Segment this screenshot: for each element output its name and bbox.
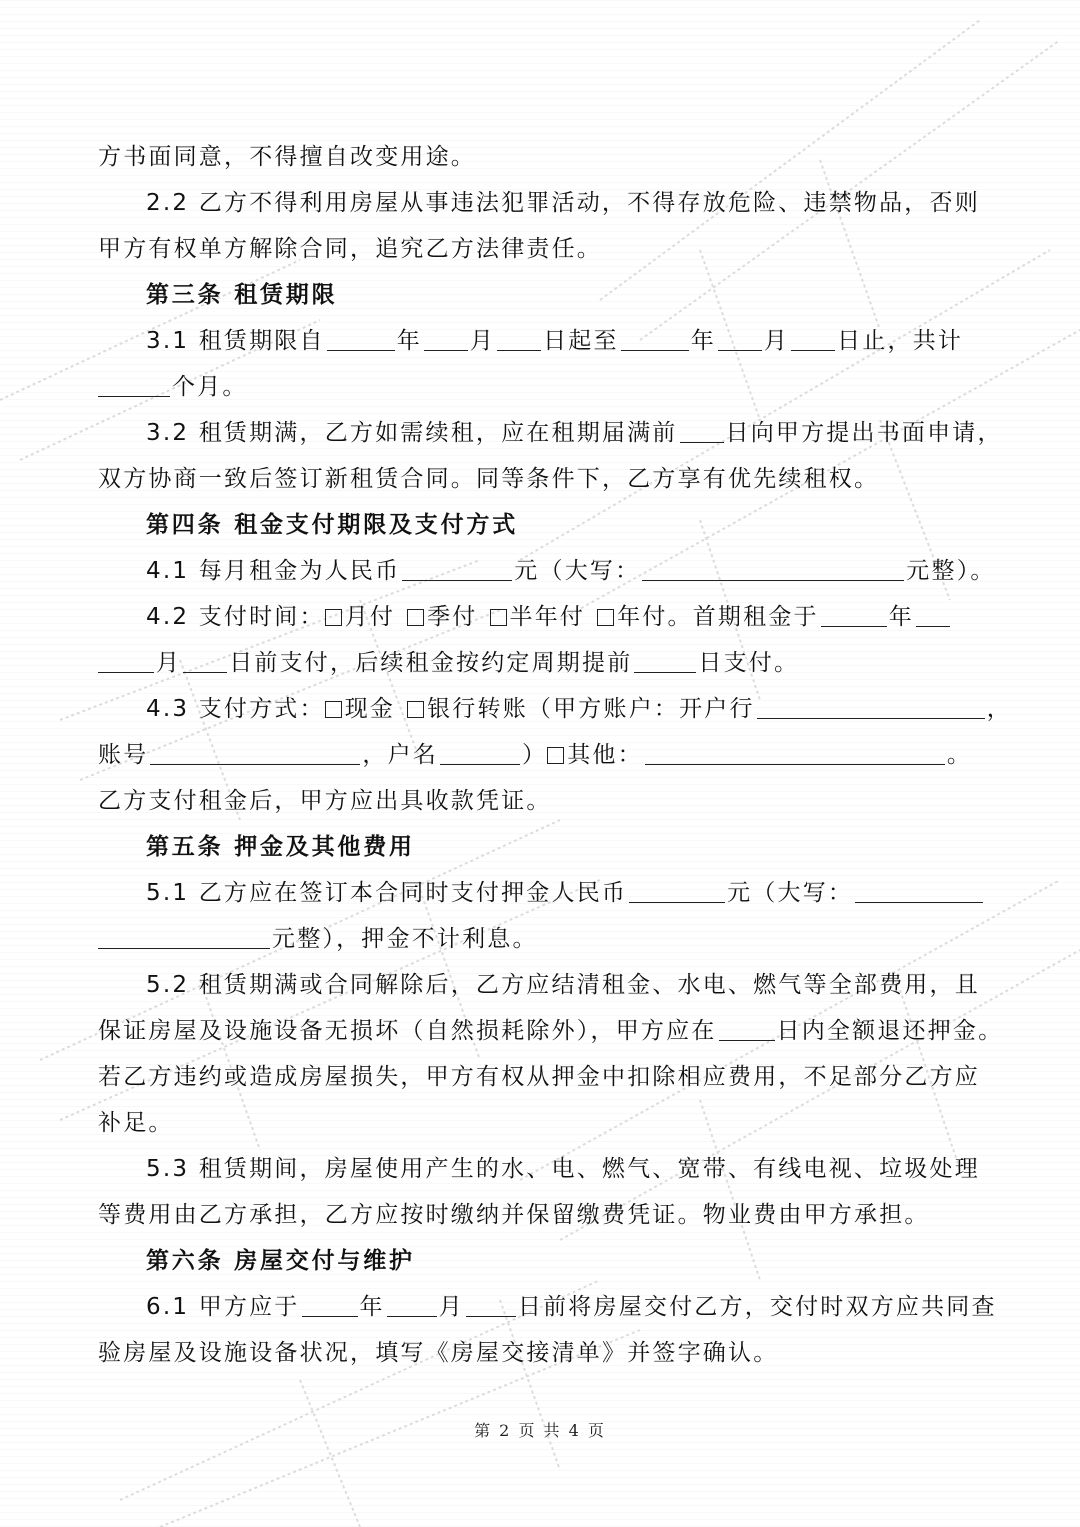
text-segment: 银行转账（甲方账户：开户行 [427, 696, 755, 722]
text-segment: 保证房屋及设施设备无损坏（自然损耗除外），甲方应在 [98, 1018, 717, 1044]
text-segment: 月付 [344, 604, 396, 630]
page-number-footer: 第 2 页 共 4 页 [474, 1421, 606, 1440]
paragraph-line [98, 916, 984, 962]
clause-3-2 [98, 410, 1003, 456]
text-segment: 月 [156, 650, 182, 676]
text-segment: 年 [888, 604, 914, 630]
blank-field[interactable] [402, 558, 512, 581]
blank-field[interactable] [327, 328, 395, 351]
text-segment: 年 [359, 1294, 385, 1320]
text-segment: ） [522, 742, 548, 768]
text-segment: 3.1 租赁期限自 [146, 328, 325, 354]
blank-field[interactable] [466, 1294, 516, 1317]
text-segment: 月 [763, 328, 790, 354]
paragraph-line [98, 732, 984, 778]
text-segment: 年 [396, 328, 422, 354]
text-segment: 6.1 甲方应于 [146, 1294, 300, 1320]
text-segment: 日支付。 [698, 650, 800, 676]
checkbox[interactable] [547, 747, 564, 764]
text-segment: 年 [690, 328, 716, 354]
blank-field[interactable] [621, 328, 689, 351]
blank-field[interactable] [719, 1018, 775, 1041]
blank-field[interactable] [150, 742, 360, 765]
checkbox[interactable] [597, 609, 614, 626]
paragraph-line: 补足。 [98, 1110, 174, 1136]
paragraph-line: 若乙方违约或造成房屋损失，甲方有权从押金中扣除相应费用，不足部分乙方应 [98, 1064, 980, 1090]
text-segment: 日起至 [543, 328, 619, 354]
paragraph-line [98, 640, 984, 686]
text-segment: 账号 [98, 742, 149, 768]
text-segment: 5.1 乙方应在签订本合同时支付押金人民币 [146, 880, 628, 906]
text-segment: 日前将房屋交付乙方，交付时双方应共同查 [517, 1294, 997, 1320]
text-segment: 月 [438, 1294, 464, 1320]
text-segment: 元（大写： [727, 880, 854, 906]
section-heading-3: 第三条 租赁期限 [146, 282, 338, 308]
text-segment: 3.2 租赁期满，乙方如需续租，应在租期届满前 [146, 420, 678, 446]
checkbox[interactable] [325, 609, 342, 626]
paragraph-line: 方书面同意，不得擅自改变用途。 [98, 144, 476, 170]
checkbox[interactable] [407, 701, 424, 718]
text-segment: 日向甲方提出书面申请， [725, 420, 1003, 446]
paragraph-line: 验房屋及设施设备状况，填写《房屋交接清单》并签字确认。 [98, 1340, 779, 1366]
text-segment: 日前支付，后续租金按约定周期提前 [229, 650, 633, 676]
blank-field[interactable] [302, 1294, 358, 1317]
text-segment: 半年付 [509, 604, 586, 630]
text-segment: ， [986, 696, 1012, 722]
blank-field[interactable] [183, 650, 227, 673]
blank-field[interactable] [387, 1294, 437, 1317]
blank-field[interactable] [629, 880, 725, 903]
checkbox[interactable] [407, 609, 424, 626]
text-segment: 月 [469, 328, 496, 354]
blank-field[interactable] [98, 650, 154, 673]
checkbox[interactable] [325, 701, 342, 718]
blank-field[interactable] [98, 374, 170, 397]
paragraph-line: 双方协商一致后签订新租赁合同。同等条件下，乙方享有优先续租权。 [98, 466, 880, 492]
paragraph-line: 等费用由乙方承担，乙方应按时缴纳并保留缴费凭证。物业费由甲方承担。 [98, 1202, 930, 1228]
clause-5-1 [98, 870, 984, 916]
section-heading-4: 第四条 租金支付期限及支付方式 [146, 512, 519, 538]
text-segment: 季付 [427, 604, 478, 630]
text-segment: 4.2 支付时间： [146, 604, 325, 630]
blank-field[interactable] [497, 328, 541, 351]
paragraph-line: 乙方支付租金后，甲方应出具收款凭证。 [98, 788, 552, 814]
blank-field[interactable] [757, 696, 985, 719]
text-segment: 其他： [567, 742, 643, 768]
blank-field[interactable] [98, 926, 270, 949]
paragraph-line [98, 364, 984, 410]
blank-field[interactable] [440, 742, 520, 765]
text-segment: 4.1 每月租金为人民币 [146, 558, 401, 584]
text-segment: 年付。首期租金于 [617, 604, 819, 630]
text-segment: 4.3 支付方式： [146, 696, 325, 722]
blank-field[interactable] [821, 604, 887, 627]
paragraph-line [98, 1008, 1004, 1054]
text-segment: 。 [946, 742, 973, 768]
section-heading-6: 第六条 房屋交付与维护 [146, 1248, 415, 1274]
text-segment: 元整）。 [906, 558, 996, 584]
text-segment: 日内全额退还押金。 [776, 1018, 1004, 1044]
text-segment: 日止，共计 [837, 328, 964, 354]
text-segment: 个月。 [172, 374, 248, 400]
text-segment: 元（大写： [514, 558, 641, 584]
blank-field[interactable] [634, 650, 696, 673]
clause-4-1 [98, 548, 996, 594]
blank-field[interactable] [645, 742, 945, 765]
section-heading-5: 第五条 押金及其他费用 [146, 834, 415, 860]
clause-3-1 [98, 318, 984, 364]
blank-field[interactable] [680, 420, 724, 443]
clause-5-2: 5.2 租赁期满或合同解除后，乙方应结清租金、水电、燃气等全部费用，且 [146, 972, 980, 998]
clause-5-3: 5.3 租赁期间，房屋使用产生的水、电、燃气、宽带、有线电视、垃圾处理 [146, 1156, 980, 1182]
blank-field[interactable] [718, 328, 762, 351]
clause-2-2: 2.2 乙方不得利用房屋从事违法犯罪活动，不得存放危险、违禁物品，否则 [146, 190, 980, 216]
text-segment: ，户名 [362, 742, 439, 768]
clause-6-1 [98, 1284, 997, 1330]
blank-field[interactable] [855, 880, 983, 903]
checkbox[interactable] [490, 609, 507, 626]
blank-field[interactable] [642, 558, 904, 581]
text-segment: 现金 [344, 696, 396, 722]
paragraph-line: 甲方有权单方解除合同，追究乙方法律责任。 [98, 236, 602, 262]
blank-field[interactable] [916, 604, 950, 627]
text-segment: 元整），押金不计利息。 [272, 926, 538, 952]
document-body [98, 134, 1012, 1376]
blank-field[interactable] [424, 328, 468, 351]
blank-field[interactable] [791, 328, 835, 351]
clause-4-3 [98, 686, 1012, 732]
clause-4-2 [98, 594, 984, 640]
